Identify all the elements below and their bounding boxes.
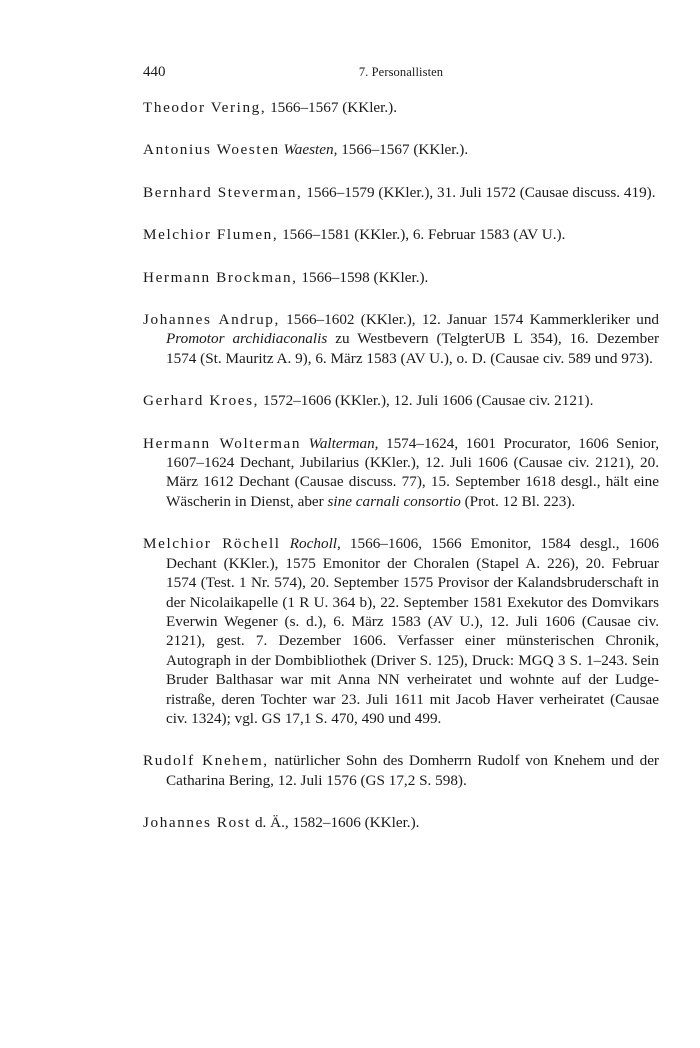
entry-text: 1566–1606, 1566 Emonitor, 1584 desgl., 1606 Dechant (KKler.), 1575 Emonitor der Choralen (Stapel A. 226), 20. Februar 1574 (Test. 1 Nr. 574), 20. September 1575 Provisor der Kalandsbruderschaft in der Nicolaikapelle (1 R U. 364 b), 22. September 1581 Exekutor des Domvikars Everwin Wegener (s. d.), 6. März 1583 (AV U.), 12. Juli 1606 (Causae civ. 2121), gest. 7. Dezember 1606. Verfasser einer münsterischen Chronik, Autograph in der Dombibliothek (Driver S. 125), Druck: MGQ 3 S. 1–243. Sein Bruder Balthasar war mit Anna NN verheiratet und wohnte auf der Ludgeristraße, deren Tochter war 23. Juli 1611 mit Jacob Haver verheiratet (Causae civ. 1324); vgl. GS 17,1 S. 470, 490 und 499. bbox=[166, 535, 660, 727]
running-head: 7. Personallisten bbox=[358, 65, 444, 79]
list-item bbox=[143, 391, 659, 410]
entry-text: 1566–1598 (KKler.). bbox=[297, 268, 429, 286]
entry-text: 1566–1567 (KKler.). bbox=[266, 99, 398, 116]
list-item bbox=[143, 534, 659, 728]
entry-text: 1566–1602 (KKler.), 12. Januar 1574 Kammerkleriker und bbox=[279, 311, 660, 329]
person-name: Johannes Andrup, bbox=[143, 311, 280, 329]
person-name: Theodor Vering, bbox=[143, 99, 267, 116]
list-item bbox=[143, 751, 659, 790]
entry-text: natürlicher Sohn des Domherrn Rudolf von Knehem und der Catharina Bering, 12. Juli 1576 (GS 17,2 S. 598). bbox=[166, 752, 659, 789]
list-item bbox=[143, 140, 659, 159]
italic-term: sine carnali consortio bbox=[327, 492, 461, 510]
list-item bbox=[143, 268, 659, 287]
list-item bbox=[143, 225, 659, 244]
person-name: Melchior Flumen, bbox=[143, 226, 279, 244]
entry-text: d. Ä., 1582–1606 (KKler.). bbox=[251, 814, 420, 832]
page-header bbox=[143, 64, 659, 84]
list-item bbox=[143, 434, 659, 512]
person-name: Gerhard Kroes, bbox=[143, 392, 260, 410]
italic-term: Promotor archidiaconalis bbox=[166, 330, 328, 348]
page-number: 440 bbox=[143, 64, 166, 80]
list-item bbox=[143, 310, 659, 368]
list-item bbox=[143, 183, 659, 202]
entry-text: (Prot. 12 Bl. 223). bbox=[460, 492, 576, 510]
entry-list bbox=[143, 98, 659, 833]
name-variant: Waesten, bbox=[283, 141, 338, 159]
person-name: Antonius Woesten bbox=[143, 141, 280, 159]
list-item bbox=[143, 813, 659, 832]
name-variant: Walterman, bbox=[308, 434, 379, 452]
entry-text: zu Westbevern (TelgterUB L 354), 16. Dezember 1574 (St. Mauritz A. 9), 6. März 1583 (AV U.), o. D. (Causae civ. 589 und 973). bbox=[166, 330, 660, 367]
entry-text: 1566–1581 (KKler.), 6. Februar 1583 (AV U.). bbox=[278, 226, 566, 244]
person-name: Melchior Röchell bbox=[143, 535, 281, 553]
name-variant: Rocholl, bbox=[289, 535, 341, 553]
person-name: Johannes Rost bbox=[143, 814, 252, 832]
person-name: Hermann Brockman, bbox=[143, 268, 298, 286]
entry-text: 1572–1606 (KKler.), 12. Juli 1606 (Causae civ. 2121). bbox=[259, 392, 594, 410]
entry-text: 1574–1624, 1601 Procurator, 1606 Senior, 1607–1624 Dechant, Jubilarius (KKler.), 12. Juli 1606 (Causae civ. 2121), 20. März 1612 Dechant (Causae discuss. 77), 15. September 1618 desgl., hält eine Wäscherin in Dienst, aber bbox=[166, 434, 660, 510]
person-name: Hermann Wolterman bbox=[143, 434, 302, 452]
person-name: Rudolf Knehem, bbox=[143, 752, 269, 770]
entry-text: 1566–1567 (KKler.). bbox=[337, 141, 469, 159]
list-item bbox=[143, 98, 659, 117]
entry-text: 1566–1579 (KKler.), 31. Juli 1572 (Causae discuss. 419). bbox=[302, 183, 656, 201]
person-name: Bernhard Steverman, bbox=[143, 183, 303, 201]
